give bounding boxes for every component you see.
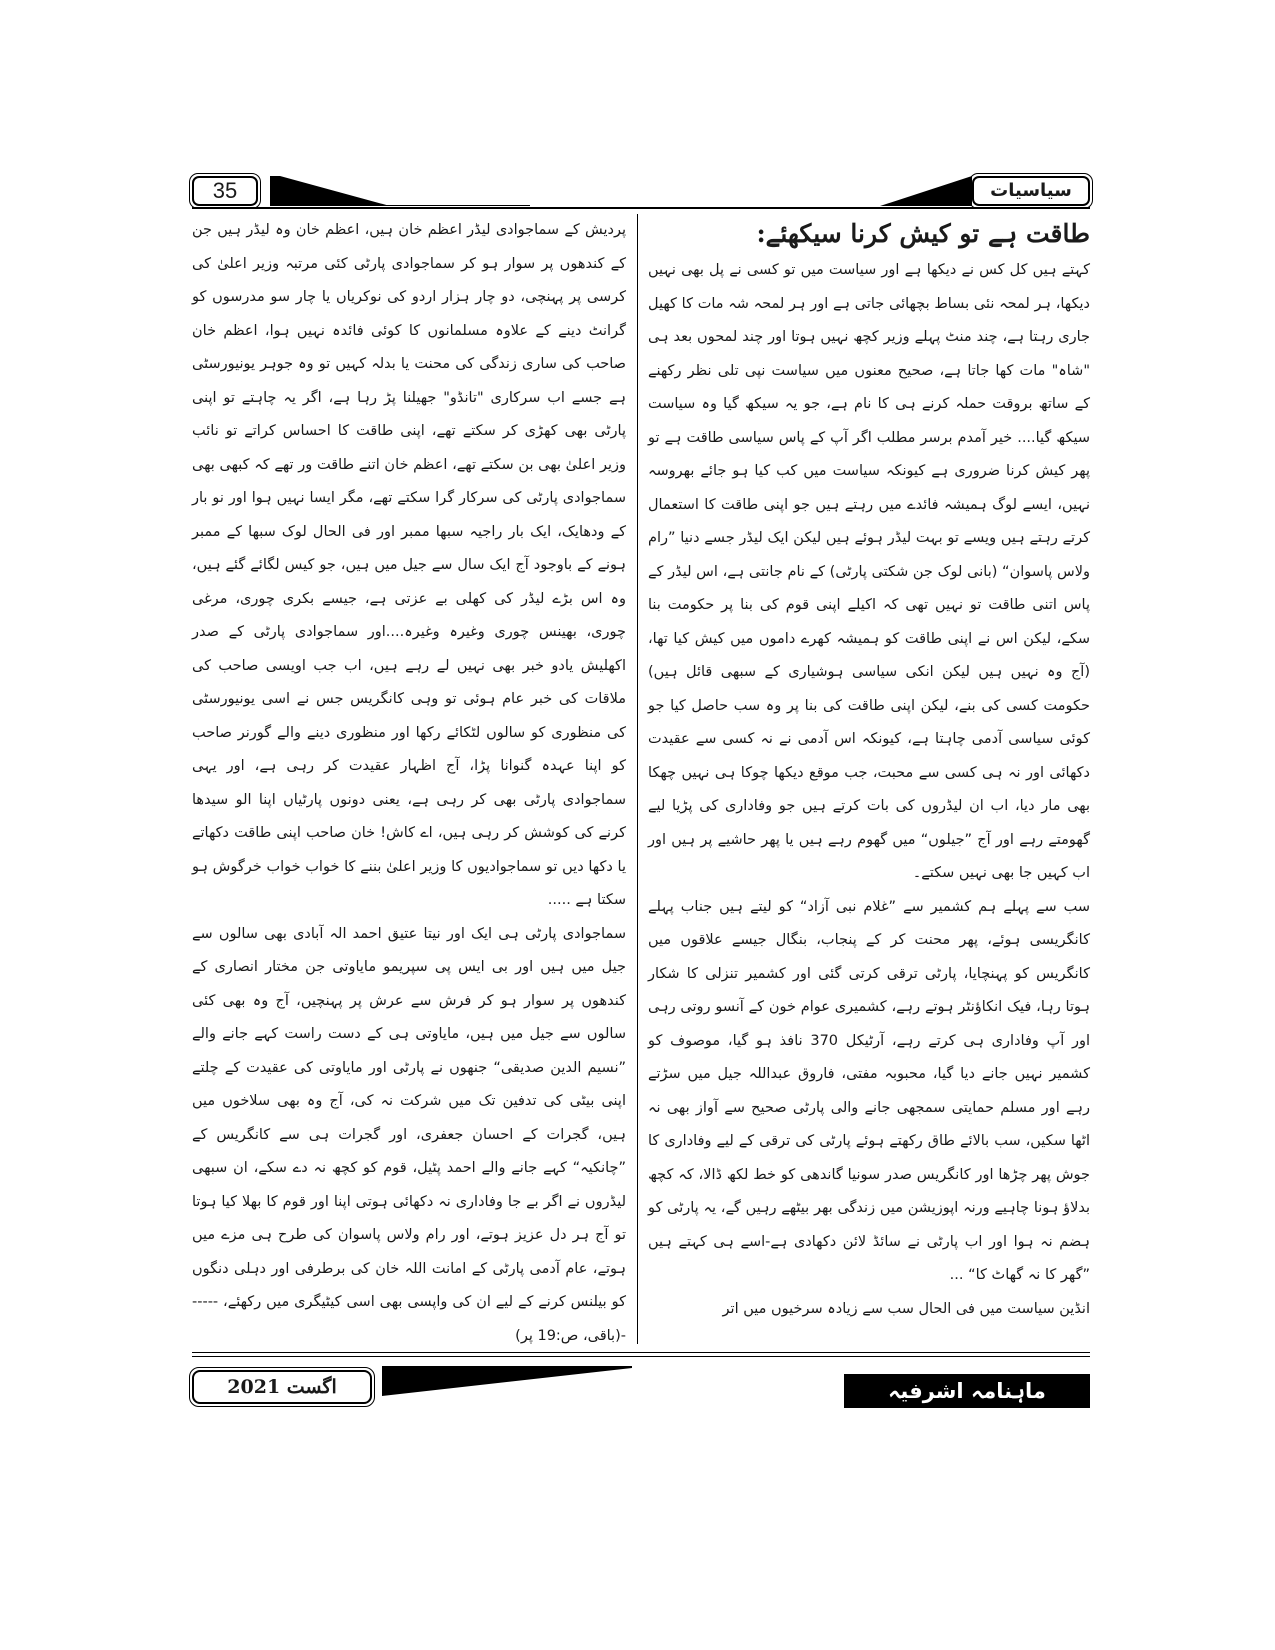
article-paragraph: پردیش کے سماجوادی لیڈر اعظم خان ہیں، اعظم خان وہ لیڈر ہیں جن کے کندھوں پر سوار ہو کر سماجوادی پارٹی کئی مرتبہ وزیر اعلیٰ کی کرسی پر پہنچی، دو چار ہزار اردو کی نوکریاں یا چار سو مدرسوں کو گرانٹ دینے کے علاوہ مسلمانوں کا کوئی فائدہ نہیں ہوا، اعظم خان صاحب کی ساری زندگی کی محنت یا بدلہ کہیں تو وہ جوہر یونیورسٹی ہے جسے اب سرکاری "تانڈو" جھیلنا پڑ رہا ہے، اگر یہ چاہتے تو اپنی پارٹی بھی کھڑی کر سکتے تھے، اپنی طاقت کا احساس کراتے تو نائب وزیر اعلیٰ بھی بن سکتے تھے، اعظم خان اتنے طاقت ور تھے کہ کبھی بھی سماجوادی پارٹی کی سرکار گرا سکتے تھے، مگر ایسا نہیں ہوا اور نو بار کے ودھایک، ایک بار راجیہ سبھا ممبر اور فی الحال لوک سبھا کے ممبر ہونے کے باوجود آج ایک سال سے جیل میں ہیں، جو کیس لگائے گئے ہیں، وہ اس بڑے لیڈر کی کھلی بے عزتی ہے، جیسے بکری چوری، مرغی چوری، بھینس چوری وغیرہ وغیرہ....اور سماجوادی پارٹی کے صدر اکھلیش یادو خبر بھی نہیں لے رہے ہیں، اب جب اویسی صاحب کی ملاقات کی خبر عام ہوئی تو وہی کانگریس جس نے اسی یونیورسٹی کی منظوری کو سالوں لٹکائے رکھا اور منظوری دینے والے گورنر صاحب کو اپنا عہدہ گنوانا پڑا، آج اظہار عقیدت کر رہی ہے، اور یہی سماجوادی پارٹی بھی کر رہی ہے، یعنی دونوں پارٹیاں اپنا الو سیدھا کرنے کی کوشش کر رہی ہیں، اے کاش! خان صاحب اپنی طاقت دکھاتے یا دکھا دیں تو سماجوادیوں کا وزیر اعلیٰ بننے کا خواب خواب خرگوش ہو سکتا ہے ..... (192, 222, 626, 908)
header-rule (192, 207, 1090, 209)
footer-wedge (382, 1366, 632, 1396)
issue-date: اگست 2021 (192, 1370, 372, 1404)
article-paragraph: انڈین سیاست میں فی الحال سب سے زیادہ سرخیوں میں اتر (722, 1300, 1090, 1317)
article-paragraph: سب سے پہلے ہم کشمیر سے ”غلام نبی آزاد“ کو لیتے ہیں جناب پہلے کانگریسی ہوئے، پھر محنت کر کے پنجاب، بنگال جیسے علاقوں میں کانگریس کو پہنچایا، پارٹی ترقی کرتی گئی اور کشمیر تنزلی کا شکار ہوتا رہا، فیک انکاؤنٹر ہوتے رہے، کشمیری عوام خون کے آنسو روتی رہی اور آپ وفاداری ہی کرتے رہے، آرٹیکل 370 نافذ ہو گیا، موصوف کو کشمیر نہیں جانے دیا گیا، محبوبہ مفتی، فاروق عبداللہ جیل میں سڑتے رہے اور مسلم حمایتی سمجھی جانے والی پارٹی صحیح سے آواز بھی نہ اٹھا سکیں، سب بالائے طاق رکھتے ہوئے پارٹی کی ترقی کے لیے وفاداری کا جوش پھر چڑھا اور کانگریس صدر سونیا گاندھی کو خط لکھ ڈالا، کہ کچھ بدلاؤ ہونا چاہیے ورنہ اپوزیشن میں زندگی بھر بیٹھے رہیں گے، یہ پارٹی کو ہضم نہ ہوا اور اب پارٹی نے سائڈ لائن دکھادی ہے-اسے ہی کہتے ہیں ”گھر کا نہ گھاٹ کا“ ... (648, 898, 1090, 1283)
footer-rule (192, 1356, 1090, 1357)
column-divider (637, 214, 638, 1344)
section-title: سیاسیات (972, 176, 1090, 206)
header-wedge-right (880, 176, 972, 206)
article-column-right (648, 214, 1090, 1326)
magazine-name: ماہنامہ اشرفیہ (844, 1374, 1090, 1408)
article-title: طاقت ہے تو کیش کرنا سیکھئے: (756, 219, 1090, 248)
page-header (192, 176, 1090, 206)
article-column-left (192, 214, 626, 1353)
page-number: 35 (192, 176, 258, 206)
article-paragraph: کہتے ہیں کل کس نے دیکھا ہے اور سیاست میں تو کسی نے پل بھی نہیں دیکھا، ہر لمحہ نئی بساط بچھائی جاتی ہے اور ہر لمحہ شہ مات کا کھیل جاری رہتا ہے، چند منٹ پہلے وزیر کچھ نہیں ہوتا اور چند لمحوں بعد ہی "شاہ" مات کھا جاتا ہے، صحیح معنوں میں سیاست نپی تلی نظر رکھنے کے ساتھ بروقت حملہ کرنے ہی کا نام ہے، جو یہ سیکھ گیا وہ سیاست سیکھ گیا.... خیر آمدم برسر مطلب اگر آپ کے پاس سیاسی طاقت ہے تو پھر کیش کرنا ضروری ہے کیونکہ سیاست میں کب کیا ہو جائے بھروسہ نہیں، ایسے لوگ ہمیشہ فائدے میں رہتے ہیں جو اپنی طاقت کا استعمال کرتے رہتے ہیں ویسے تو بہت لیڈر ہوئے ہیں لیکن ایک لیڈر جسے دنیا ”رام ولاس پاسوان“ (بانی لوک جن شکتی پارٹی) کے نام جانتی ہے، اس لیڈر کے پاس اتنی طاقت تو نہیں تھی کہ اکیلے اپنی قوم کی بنا پر حکومت بنا سکے، لیکن اس نے اپنی طاقت کو ہمیشہ کھرے داموں میں کیش کیا تھا،(آج وہ نہیں ہیں لیکن انکی سیاسی ہوشیاری کے سبھی قائل ہیں) حکومت کسی کی بنے، لیکن اپنی طاقت کی بنا پر وہ سب حاصل کیا جو کوئی سیاسی آدمی چاہتا ہے، کیونکہ اس آدمی نے نہ کسی سے عقیدت دکھائی اور نہ ہی کسی سے محبت، جب موقع دیکھا چوکا ہی نہیں چھکا بھی مار دیا، اب ان لیڈروں کی بات کرتے ہیں جو وفاداری کی پڑیا لیے گھومتے رہے اور آج ”جیلوں“ میں گھوم رہے ہیں یا پھر حاشیے پر ہیں اور اب کہیں جا بھی نہیں سکتے۔ (648, 262, 1090, 881)
footer-rule (192, 1352, 1090, 1353)
header-wedge-left (270, 176, 530, 206)
page-footer (192, 1360, 1090, 1410)
article-paragraph: سماجوادی پارٹی ہی ایک اور نیتا عتیق احمد الہ آبادی بھی سالوں سے جیل میں ہیں اور بی ایس پی سپریمو مایاوتی جن مختار انصاری کے کندھوں پر سوار ہو کر فرش سے عرش پر پہنچیں، آج وہ بھی کئی سالوں سے جیل میں ہیں، مایاوتی ہی کے دست راست کہے جانے والے ”نسیم الدین صدیقی“ جنھوں نے پارٹی اور مایاوتی کی عقیدت کے چلتے اپنی بیٹی کی تدفین تک میں شرکت نہ کی، آج وہ بھی سلاخوں میں ہیں، گجرات کے احسان جعفری، اور گجرات ہی سے کانگریس کے ”چانکیہ“ کہے جانے والے احمد پٹیل، قوم کو کچھ نہ دے سکے، ان سبھی لیڈروں نے اگر بے جا وفاداری نہ دکھائی ہوتی اپنا اور قوم کا بھلا کیا ہوتا تو آج ہر دل عزیز ہوتے، اور رام ولاس پاسوان کی طرح ہی مزے میں ہوتے، عام آدمی پارٹی کے امانت اللہ خان کی برطرفی اور دہلی دنگوں کو بیلنس کرنے کے لیے ان کی واپسی بھی اسی کیٹیگری میں رکھئے، ------(باقی، ص:19 پر) (192, 925, 626, 1344)
